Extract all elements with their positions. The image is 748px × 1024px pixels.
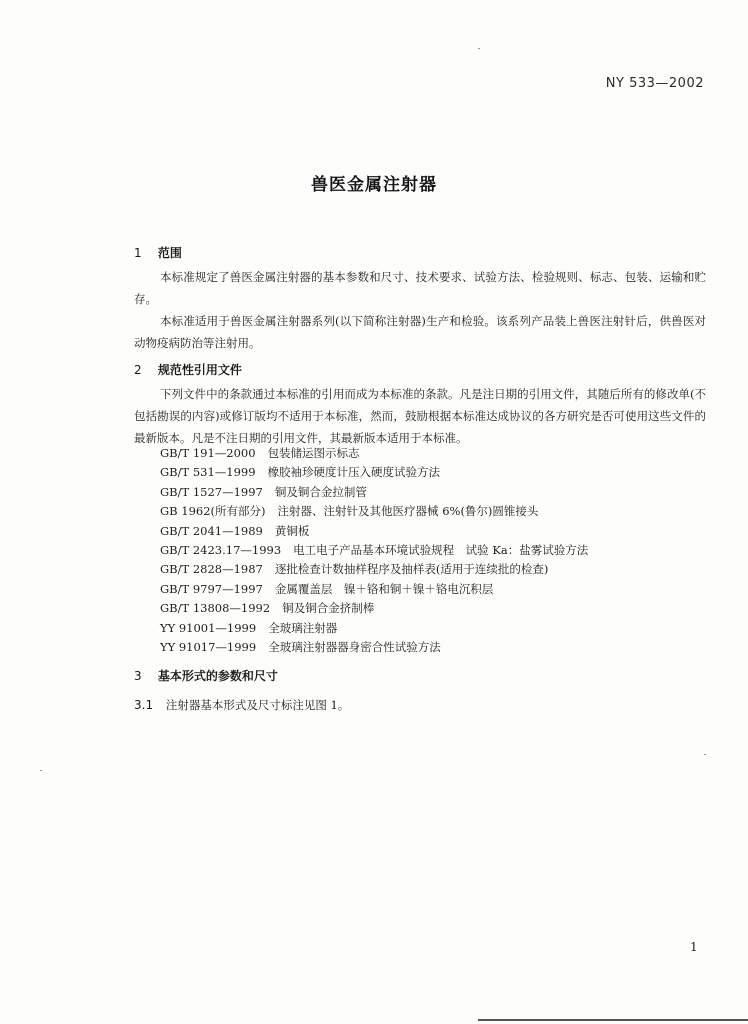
- standard-code: NY 533—2002: [605, 76, 704, 91]
- reference-code: GB/T 1527—1997: [160, 484, 263, 499]
- reference-code: GB/T 2423.17—1993: [160, 542, 282, 557]
- reference-item: [160, 483, 588, 502]
- section-1-heading: [134, 244, 182, 261]
- reference-item: [160, 444, 588, 463]
- reference-item: [160, 541, 588, 560]
- reference-item: [160, 463, 588, 482]
- reference-title: 全玻璃注射器器身密合性试验方法: [268, 639, 441, 654]
- reference-code: GB/T 531—1999: [160, 465, 256, 480]
- reference-list: [160, 444, 588, 657]
- section-2-heading: [134, 361, 242, 378]
- reference-item: [160, 560, 588, 579]
- section-heading-text: 规范性引用文件: [157, 363, 242, 377]
- reference-code: GB/T 9797—1997: [160, 581, 263, 596]
- subsection-number: 3.1: [134, 698, 154, 712]
- section-3-heading: [134, 667, 278, 684]
- page-number: 1: [690, 940, 698, 954]
- reference-code: GB/T 2041—1989: [160, 523, 263, 538]
- normative-references-paragraph: 下列文件中的条款通过本标准的引用而成为本标准的条款。凡是注日期的引用文件，其随后所有的修改单(不包括勘误的内容)或修订版均不适用于本标准，然而，鼓励根据本标准达成协议的各方研究是否可使用这些文件的最新版本。凡是不注日期的引用文件，其最新版本适用于本标准。: [134, 387, 706, 445]
- reference-code: GB/T 191—2000: [160, 446, 256, 460]
- reference-title: 黄铜板: [274, 523, 310, 538]
- document-title: 兽医金属注射器: [311, 175, 437, 195]
- section-number: 3: [134, 669, 142, 683]
- scope-paragraph-1: 本标准规定了兽医金属注射器的基本参数和尺寸、技术要求、试验方法、检验规则、标志、包装、运输和贮存。: [134, 270, 706, 306]
- reference-title: 全玻璃注射器: [268, 620, 338, 635]
- reference-title: 逐批检查计数抽样程序及抽样表(适用于连续批的检查): [274, 562, 549, 577]
- subsection-text: 注射器基本形式及尺寸标注见图 1。: [165, 698, 350, 712]
- bottom-edge-line: [478, 1019, 748, 1021]
- reference-title: 橡胶袖珍硬度计压入硬度试验方法: [267, 465, 441, 480]
- scan-speck: [704, 754, 706, 755]
- section-heading-text: 基本形式的参数和尺寸: [157, 669, 278, 683]
- reference-title: 金属覆盖层 镍＋铬和铜＋镍＋铬电沉积层: [274, 581, 494, 596]
- reference-item: [160, 599, 588, 618]
- reference-code: GB/T 2828—1987: [160, 562, 263, 577]
- section-number: 2: [134, 363, 142, 377]
- scope-paragraph-2: 本标准适用于兽医金属注射器系列(以下简称注射器)生产和检验。该系列产品装上兽医注射针后，供兽医对动物疫病防治等注射用。: [134, 314, 706, 350]
- reference-title: 铜及铜合金挤制棒: [282, 601, 375, 616]
- section-number: 1: [134, 246, 142, 260]
- reference-item: [160, 638, 588, 657]
- subsection-3-1: [134, 697, 349, 713]
- section-heading-text: 范围: [157, 246, 182, 260]
- reference-code: GB 1962(所有部分): [160, 504, 266, 519]
- reference-item: [160, 580, 588, 599]
- reference-title: 电工电子产品基本环境试验规程 试验 Ka：盐雾试验方法: [293, 542, 589, 557]
- reference-code: GB/T 13808—1992: [160, 601, 271, 616]
- reference-title: 注射器、注射针及其他医疗器械 6%(鲁尔)圆锥接头: [277, 504, 539, 519]
- reference-item: [160, 619, 588, 638]
- reference-item: [160, 522, 588, 541]
- reference-title: 包装储运图示标志: [267, 446, 360, 460]
- reference-item: [160, 502, 588, 521]
- scan-speck: [478, 48, 480, 49]
- reference-code: YY 91001—1999: [160, 620, 257, 635]
- scan-speck: [40, 770, 42, 771]
- reference-title: 铜及铜合金拉制管: [274, 484, 367, 499]
- reference-code: YY 91017—1999: [160, 639, 257, 654]
